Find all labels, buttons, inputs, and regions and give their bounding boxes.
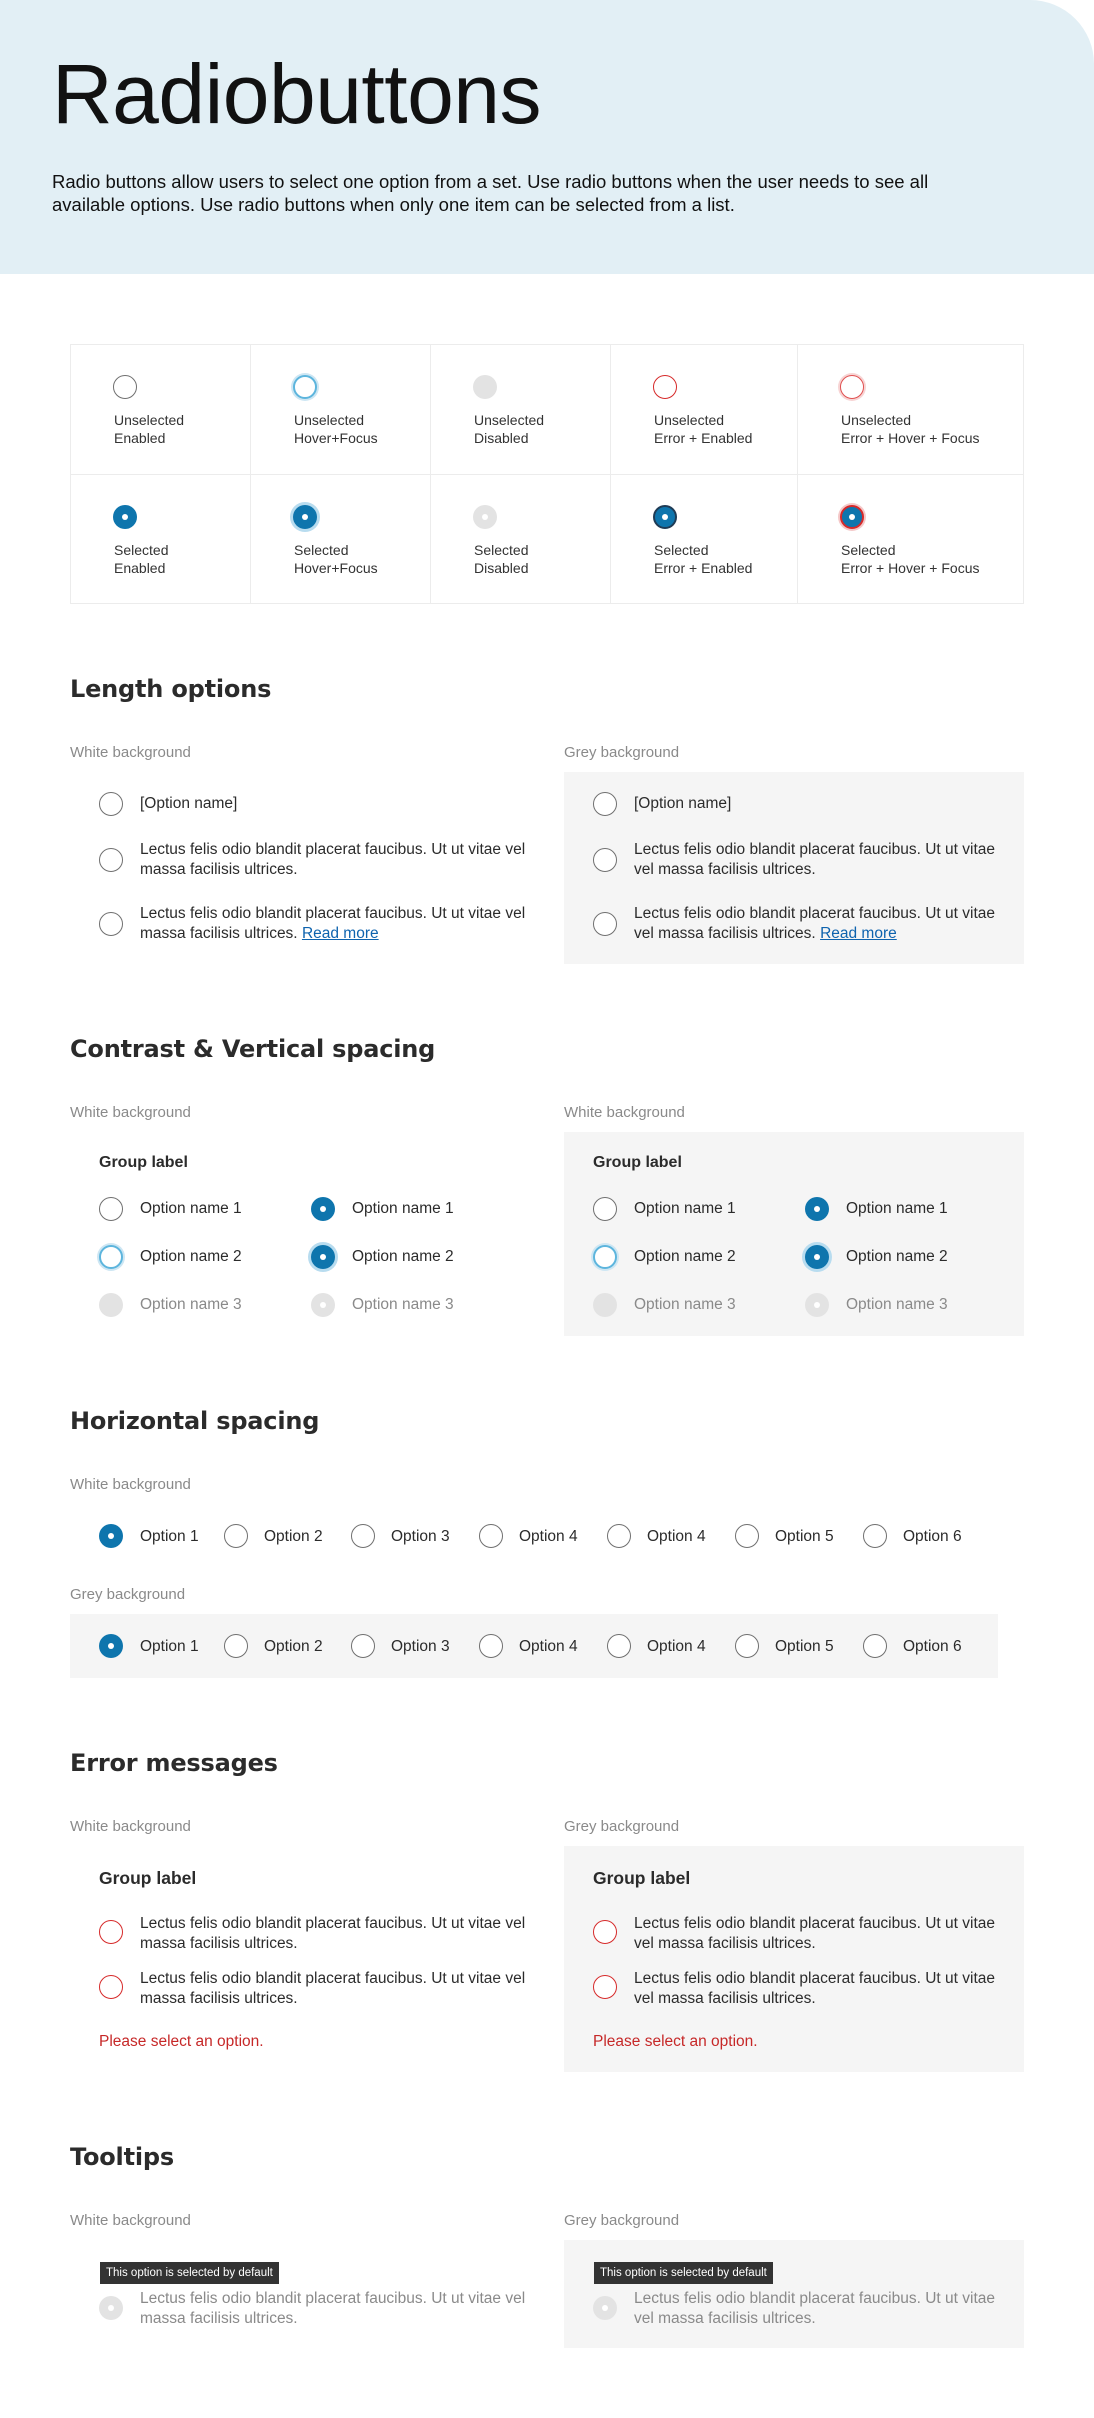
radio-button[interactable] — [351, 1524, 375, 1548]
radio-button[interactable] — [99, 1197, 123, 1221]
radio-button[interactable] — [840, 375, 864, 399]
option-label: Lectus felis odio blandit placerat faucibus. Ut ut vitae vel massa facilisis ultrices. — [140, 2290, 526, 2327]
radio-button — [473, 505, 497, 529]
option-label: Option name 3 — [352, 1296, 454, 1313]
white-background-label: White background — [70, 1104, 191, 1121]
section-title-errors: Error messages — [70, 1749, 278, 1777]
radio-button[interactable] — [593, 912, 617, 936]
radio-button[interactable] — [593, 1245, 617, 1269]
page-header — [0, 0, 1094, 274]
grey-background-label: Grey background — [564, 1818, 680, 1835]
section-title-tooltips: Tooltips — [70, 2143, 174, 2171]
option-label: Option 4 — [647, 1528, 706, 1545]
radio-button[interactable] — [293, 505, 317, 529]
option-label: Option 3 — [391, 1528, 450, 1545]
option-label: Lectus felis odio blandit placerat faucibus. Ut ut vitae vel massa facilisis ultrices. — [140, 1915, 526, 1952]
radio-button[interactable] — [311, 1197, 335, 1221]
page-title: Radiobuttons — [52, 47, 542, 141]
tooltip: This option is selected by default — [594, 2262, 773, 2284]
option-label: Option 5 — [775, 1528, 834, 1545]
option-label: Lectus felis odio blandit placerat faucibus. Ut ut vitae vel massa facilisis ultrices. — [140, 1970, 526, 2007]
radio-button[interactable] — [224, 1634, 248, 1658]
state-caption: Selected Hover+Focus — [294, 542, 378, 576]
option-label: Lectus felis odio blandit placerat faucibus. Ut ut vitae vel massa facilisis ultrices. — [634, 841, 996, 878]
radio-button[interactable] — [735, 1634, 759, 1658]
option-label: Option 2 — [264, 1638, 323, 1655]
option-label: Option name 1 — [846, 1200, 948, 1217]
radio-button[interactable] — [99, 792, 123, 816]
group-label: Group label — [593, 1868, 691, 1888]
option-text: Lectus felis odio blandit placerat faucibus. Ut ut vitae vel massa facilisis ultrices. — [140, 905, 526, 942]
state-caption: Selected Error + Hover + Focus — [841, 542, 980, 576]
radio-button[interactable] — [113, 505, 137, 529]
option-label: Option 4 — [519, 1638, 578, 1655]
radio-button[interactable] — [479, 1524, 503, 1548]
error-message: Please select an option. — [593, 2033, 758, 2050]
state-selected-hover — [251, 475, 431, 605]
radio-button[interactable] — [863, 1524, 887, 1548]
option-label: Option 1 — [140, 1528, 199, 1545]
grey-background-label: Grey background — [70, 1586, 186, 1603]
radio-button[interactable] — [840, 505, 864, 529]
radio-button[interactable] — [593, 848, 617, 872]
option-text: Lectus felis odio blandit placerat faucibus. Ut ut vitae vel massa facilisis ultrices. — [634, 905, 996, 942]
option-label: Option name 1 — [140, 1200, 242, 1217]
tooltip: This option is selected by default — [100, 2262, 279, 2284]
radio-button[interactable] — [99, 912, 123, 936]
radio-button[interactable] — [99, 1920, 123, 1944]
state-caption: Selected Enabled — [114, 542, 169, 576]
grey-background-label: Grey background — [564, 744, 680, 761]
option-label: Lectus felis odio blandit placerat faucibus. Ut ut vitae vel massa facilisis ultrices. — [634, 1915, 996, 1952]
option-label: Option name 1 — [352, 1200, 454, 1217]
state-unselected-hover — [251, 345, 431, 475]
option-label: Option 3 — [391, 1638, 450, 1655]
option-label: Option name 1 — [634, 1200, 736, 1217]
radio-button[interactable] — [99, 1524, 123, 1548]
state-selected-error-hover — [798, 475, 1023, 605]
section-title-horizontal: Horizontal spacing — [70, 1407, 320, 1435]
radio-button[interactable] — [593, 1920, 617, 1944]
section-title-contrast: Contrast & Vertical spacing — [70, 1035, 436, 1063]
state-unselected-error — [611, 345, 791, 475]
option-label: [Option name] — [634, 795, 732, 812]
option-label: [Option name] — [140, 795, 238, 812]
radio-button[interactable] — [653, 505, 677, 529]
option-label: Lectus felis odio blandit placerat faucibus. Ut ut vitae vel massa facilisis ultrices. — [634, 2290, 996, 2327]
group-label: Group label — [99, 1154, 188, 1171]
page-description: Radio buttons allow users to select one option from a set. Use radio buttons when the user needs to see all available options. Use radio buttons when only one item can be selected from a list. — [52, 171, 929, 215]
state-caption: Unselected Enabled — [114, 412, 185, 446]
radio-button[interactable] — [805, 1197, 829, 1221]
option-label: Option 4 — [519, 1528, 578, 1545]
radio-button[interactable] — [479, 1634, 503, 1658]
radio-button — [805, 1293, 829, 1317]
radio-button[interactable] — [607, 1634, 631, 1658]
radio-button[interactable] — [99, 1245, 123, 1269]
state-selected-enabled — [71, 475, 251, 605]
radio-button[interactable] — [593, 792, 617, 816]
state-grid — [70, 344, 1024, 604]
state-caption: Selected Disabled — [474, 542, 529, 576]
state-caption: Selected Error + Enabled — [654, 542, 753, 576]
section-title-length: Length options — [70, 675, 272, 703]
radio-button[interactable] — [99, 1975, 123, 1999]
radio-button[interactable] — [293, 375, 317, 399]
option-label: Option 5 — [775, 1638, 834, 1655]
state-caption: Unselected Error + Hover + Focus — [841, 412, 980, 446]
white-background-label: White background — [70, 1476, 191, 1493]
state-unselected-enabled — [71, 345, 251, 475]
option-label: Option name 2 — [352, 1248, 454, 1265]
option-label: Option name 3 — [846, 1296, 948, 1313]
radio-button — [593, 1293, 617, 1317]
option-label — [140, 904, 540, 944]
white-background-label: White background — [70, 1818, 191, 1835]
radio-button[interactable] — [351, 1634, 375, 1658]
option-label: Lectus felis odio blandit placerat faucibus. Ut ut vitae vel massa facilisis ultrices. — [634, 1970, 996, 2007]
radio-button[interactable] — [653, 375, 677, 399]
radio-button — [99, 1293, 123, 1317]
option-label: Lectus felis odio blandit placerat faucibus. Ut ut vitae vel massa facilisis ultrices. — [140, 841, 526, 878]
group-label: Group label — [99, 1868, 197, 1888]
option-label — [634, 904, 1014, 944]
radio-button — [473, 375, 497, 399]
option-label: Option name 3 — [140, 1296, 242, 1313]
group-label: Group label — [593, 1154, 682, 1171]
option-label: Option 6 — [903, 1638, 962, 1655]
state-caption: Unselected Error + Enabled — [654, 412, 753, 446]
white-background-label: White background — [564, 1104, 685, 1121]
radio-button[interactable] — [735, 1524, 759, 1548]
state-selected-error — [611, 475, 791, 605]
state-unselected-disabled — [431, 345, 611, 475]
radio-button[interactable] — [99, 1634, 123, 1658]
state-caption: Unselected Disabled — [474, 412, 545, 446]
radio-button — [99, 2296, 123, 2320]
state-caption: Unselected Hover+Focus — [294, 412, 378, 446]
radio-button[interactable] — [113, 375, 137, 399]
white-background-label: White background — [70, 2212, 191, 2229]
read-more-link[interactable]: Read more — [820, 925, 897, 942]
radio-button[interactable] — [593, 1975, 617, 1999]
radio-button[interactable] — [311, 1245, 335, 1269]
option-label: Option 2 — [264, 1528, 323, 1545]
radio-button[interactable] — [224, 1524, 248, 1548]
radio-button — [593, 2296, 617, 2320]
option-label: Option 4 — [647, 1638, 706, 1655]
option-label: Option name 3 — [634, 1296, 736, 1313]
white-background-label: White background — [70, 744, 191, 761]
option-label: Option 1 — [140, 1638, 199, 1655]
option-label: Option name 2 — [634, 1248, 736, 1265]
radio-button[interactable] — [607, 1524, 631, 1548]
radio-button — [311, 1293, 335, 1317]
radio-button[interactable] — [863, 1634, 887, 1658]
radio-button[interactable] — [593, 1197, 617, 1221]
state-unselected-error-hover — [798, 345, 1023, 475]
option-label: Option name 2 — [140, 1248, 242, 1265]
grey-background-label: Grey background — [564, 2212, 680, 2229]
radio-button[interactable] — [99, 848, 123, 872]
state-selected-disabled — [431, 475, 611, 605]
option-label: Option 6 — [903, 1528, 962, 1545]
radio-button[interactable] — [805, 1245, 829, 1269]
read-more-link[interactable]: Read more — [301, 925, 379, 942]
error-message: Please select an option. — [99, 2033, 264, 2050]
option-label: Option name 2 — [846, 1248, 948, 1265]
